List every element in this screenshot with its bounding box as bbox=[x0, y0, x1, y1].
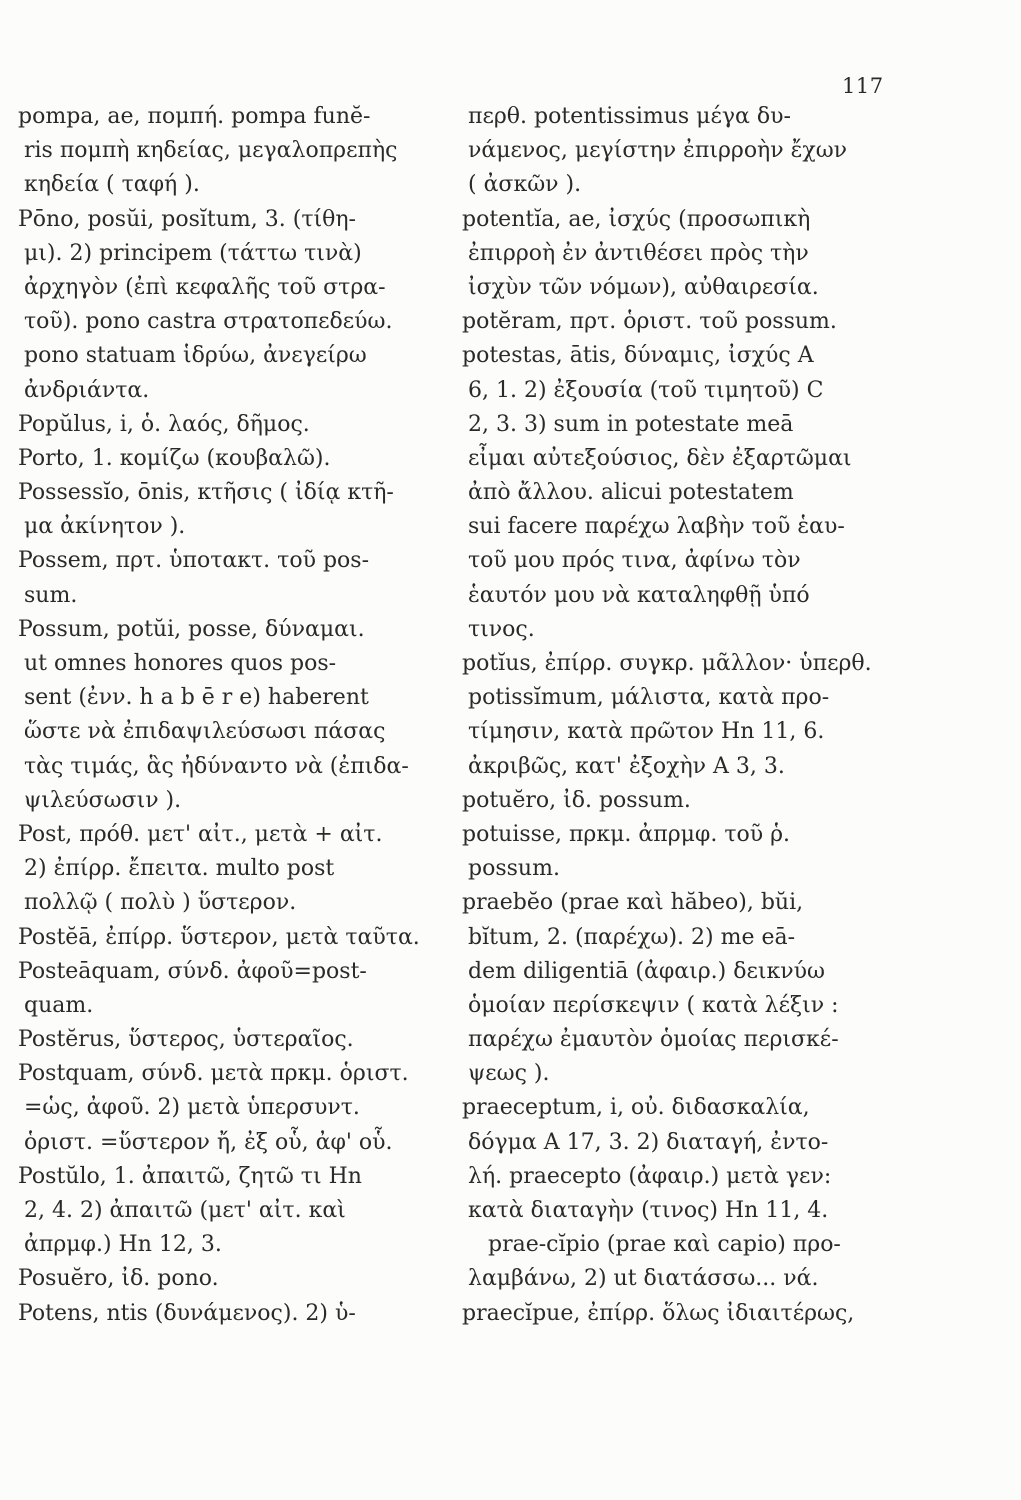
dictionary-line: Popŭlus, i, ὁ. λαός, δῆμος. bbox=[18, 411, 310, 437]
dictionary-line: τινος. bbox=[468, 616, 535, 642]
dictionary-line: τὰς τιμάς, ἃς ἠδύναντο νὰ (ἐπιδα- bbox=[24, 753, 409, 779]
dictionary-line: praeceptum, i, οὐ. διδασκαλία, bbox=[462, 1095, 810, 1121]
dictionary-line: νάμενος, μεγίστην ἐπιρροὴν ἔχων bbox=[468, 138, 848, 164]
dictionary-line: Potens, ntis (δυνάμενος). 2) ὑ- bbox=[18, 1300, 356, 1326]
dictionary-line: κηδεία ( ταφή ). bbox=[24, 172, 200, 198]
dictionary-line: εἶμαι αὐτεξούσιος, δὲν ἐξαρτῶμαι bbox=[468, 445, 852, 471]
dictionary-line: Posteāquam, σύνδ. ἀφοῦ=post- bbox=[18, 958, 367, 984]
dictionary-line: potuĕro, ἰδ. possum. bbox=[462, 787, 691, 813]
dictionary-line: praebĕo (prae καὶ hăbeo), bŭi, bbox=[462, 890, 804, 916]
dictionary-line: λαμβάνω, 2) ut διατάσσω... νά. bbox=[468, 1266, 819, 1292]
dictionary-line: Possum, potŭi, posse, δύναμαι. bbox=[18, 616, 365, 642]
dictionary-line: 6, 1. 2) ἐξουσία (τοῦ τιμητοῦ) C bbox=[468, 377, 824, 403]
dictionary-line: Pōno, posŭi, posĭtum, 3. (τίθη- bbox=[18, 206, 356, 232]
dictionary-line: 2) ἐπίρρ. ἔπειτα. multo post bbox=[24, 856, 335, 882]
dictionary-line: possum. bbox=[468, 856, 560, 882]
page-number: 117 bbox=[842, 74, 884, 98]
dictionary-line: λή. praecepto (ἀφαιρ.) μετὰ γεν: bbox=[468, 1163, 832, 1189]
dictionary-line: ris πομπὴ κηδείας, μεγαλοπρεπὴς bbox=[24, 138, 398, 164]
left-column bbox=[18, 100, 436, 1331]
dictionary-line: ψιλεύσωσιν ). bbox=[24, 787, 182, 813]
dictionary-line: Porto, 1. κομίζω (κουβαλῶ). bbox=[18, 445, 331, 471]
dictionary-line: ut omnes honores quos pos- bbox=[24, 651, 337, 676]
dictionary-line: ὥστε νὰ ἐπιδαψιλεύσωσι πάσας bbox=[24, 719, 386, 745]
dictionary-line: πολλῷ ( πολὺ ) ὕστερον. bbox=[24, 890, 297, 916]
dictionary-line: ψεως ). bbox=[468, 1061, 550, 1087]
dictionary-line: κατὰ διαταγὴν (τινος) Hn 11, 4. bbox=[468, 1198, 829, 1223]
dictionary-line: Postŭlo, 1. ἀπαιτῶ, ζητῶ τι Hn bbox=[18, 1163, 362, 1189]
dictionary-line: ( ἀσκῶν ). bbox=[468, 172, 582, 198]
dictionary-line: sui facere παρέχω λαβὴν τοῦ ἑαυ- bbox=[468, 514, 845, 540]
dictionary-line: Posuĕro, ἰδ. pono. bbox=[18, 1266, 219, 1292]
dictionary-line: ὁμοίαν περίσκεψιν ( κατὰ λέξιν : bbox=[468, 992, 839, 1018]
dictionary-line: potissĭmum, μάλιστα, κατὰ προ- bbox=[468, 685, 830, 711]
dictionary-line: potĭus, ἐπίρρ. συγκρ. μᾶλλον· ὑπερθ. bbox=[462, 651, 872, 676]
dictionary-line: ἀνδριάντα. bbox=[24, 377, 150, 403]
dictionary-line: παρέχω ἐμαυτὸν ὁμοίας περισκέ- bbox=[468, 1027, 839, 1053]
dictionary-line: praecĭpue, ἐπίρρ. ὅλως ἰδιαιτέρως, bbox=[462, 1300, 855, 1326]
dictionary-line: ἑαυτόν μου νὰ καταληφθῇ ὑπό bbox=[468, 582, 810, 608]
dictionary-line: μι). 2) principem (τάττω τινὰ) bbox=[24, 240, 362, 266]
dictionary-line: Post, πρόθ. μετ' αἰτ., μετὰ + αἰτ. bbox=[18, 821, 383, 847]
dictionary-line: ἀκριβῶς, κατ' ἐξοχὴν A 3, 3. bbox=[468, 753, 785, 779]
dictionary-line: bĭtum, 2. (παρέχω). 2) me eā- bbox=[468, 924, 796, 950]
dictionary-line: =ὡς, ἀφοῦ. 2) μετὰ ὑπερσυντ. bbox=[24, 1095, 360, 1121]
dictionary-line: Possessĭo, ōnis, κτῆσις ( ἰδίᾳ κτῆ- bbox=[18, 480, 394, 506]
dictionary-line: τίμησιν, κατὰ πρῶτον Hn 11, 6. bbox=[468, 719, 825, 745]
dictionary-line: ἰσχὺν τῶν νόμων), αὐθαιρεσία. bbox=[468, 274, 819, 300]
dictionary-line: τοῦ). pono castra στρατοπεδεύω. bbox=[24, 309, 393, 335]
dictionary-line: potuisse, πρκμ. ἀπρμφ. τοῦ ῥ. bbox=[462, 821, 791, 847]
dictionary-line: τοῦ μου πρός τινα, ἀφίνω τὸν bbox=[468, 548, 801, 574]
dictionary-line: 2, 3. 3) sum in potestate meā bbox=[468, 411, 794, 437]
dictionary-line: quam. bbox=[24, 992, 94, 1018]
dictionary-line: prae-cĭpio (prae καὶ capio) προ- bbox=[488, 1232, 841, 1258]
dictionary-line: ἀρχηγὸν (ἐπὶ κεφαλῆς τοῦ στρα- bbox=[24, 274, 386, 300]
dictionary-line: ἐπιρροὴ ἐν ἀντιθέσει πρὸς τὴν bbox=[468, 240, 809, 266]
dictionary-line: 2, 4. 2) ἀπαιτῶ (μετ' αἰτ. καὶ bbox=[24, 1198, 346, 1223]
dictionary-line: sent (ἐνν. h a b ē r e) haberent bbox=[24, 685, 369, 711]
dictionary-line: Postĕā, ἐπίρρ. ὕστερον, μετὰ ταῦτα. bbox=[18, 924, 420, 950]
dictionary-line: Possem, πρτ. ὑποτακτ. τοῦ pos- bbox=[18, 548, 370, 574]
dictionary-line: ἀπρμφ.) Hn 12, 3. bbox=[24, 1232, 222, 1258]
dictionary-line: Postĕrus, ὕστερος, ὑστεραῖος. bbox=[18, 1027, 354, 1053]
dictionary-line: περθ. potentissimus μέγα δυ- bbox=[468, 104, 791, 129]
dictionary-line: pono statuam ἱδρύω, ἀνεγείρω bbox=[24, 343, 367, 369]
dictionary-line: potentĭa, ae, ἰσχύς (προσωπικὴ bbox=[462, 206, 811, 232]
dictionary-line: sum. bbox=[24, 582, 78, 608]
dictionary-line: pompa, ae, πομπή. pompa funĕ- bbox=[18, 104, 371, 129]
dictionary-line: δόγμα A 17, 3. 2) διαταγή, ἐντο- bbox=[468, 1129, 829, 1155]
dictionary-line: ἀπὸ ἄλλου. alicui potestatem bbox=[468, 480, 794, 506]
dictionary-line: ὁριστ. =ὕστερον ἤ, ἐξ οὗ, ἀφ' οὗ. bbox=[24, 1129, 393, 1155]
dictionary-line: potestas, ātis, δύναμις, ἰσχύς A bbox=[462, 343, 814, 369]
dictionary-line: dem diligentiā (ἀφαιρ.) δεικνύω bbox=[468, 958, 825, 984]
dictionary-line: μα ἀκίνητον ). bbox=[24, 514, 186, 540]
dictionary-line: Postquam, σύνδ. μετὰ πρκμ. ὁριστ. bbox=[18, 1061, 409, 1087]
right-column bbox=[462, 100, 882, 1331]
dictionary-line: potĕram, πρτ. ὁριστ. τοῦ possum. bbox=[462, 309, 837, 335]
